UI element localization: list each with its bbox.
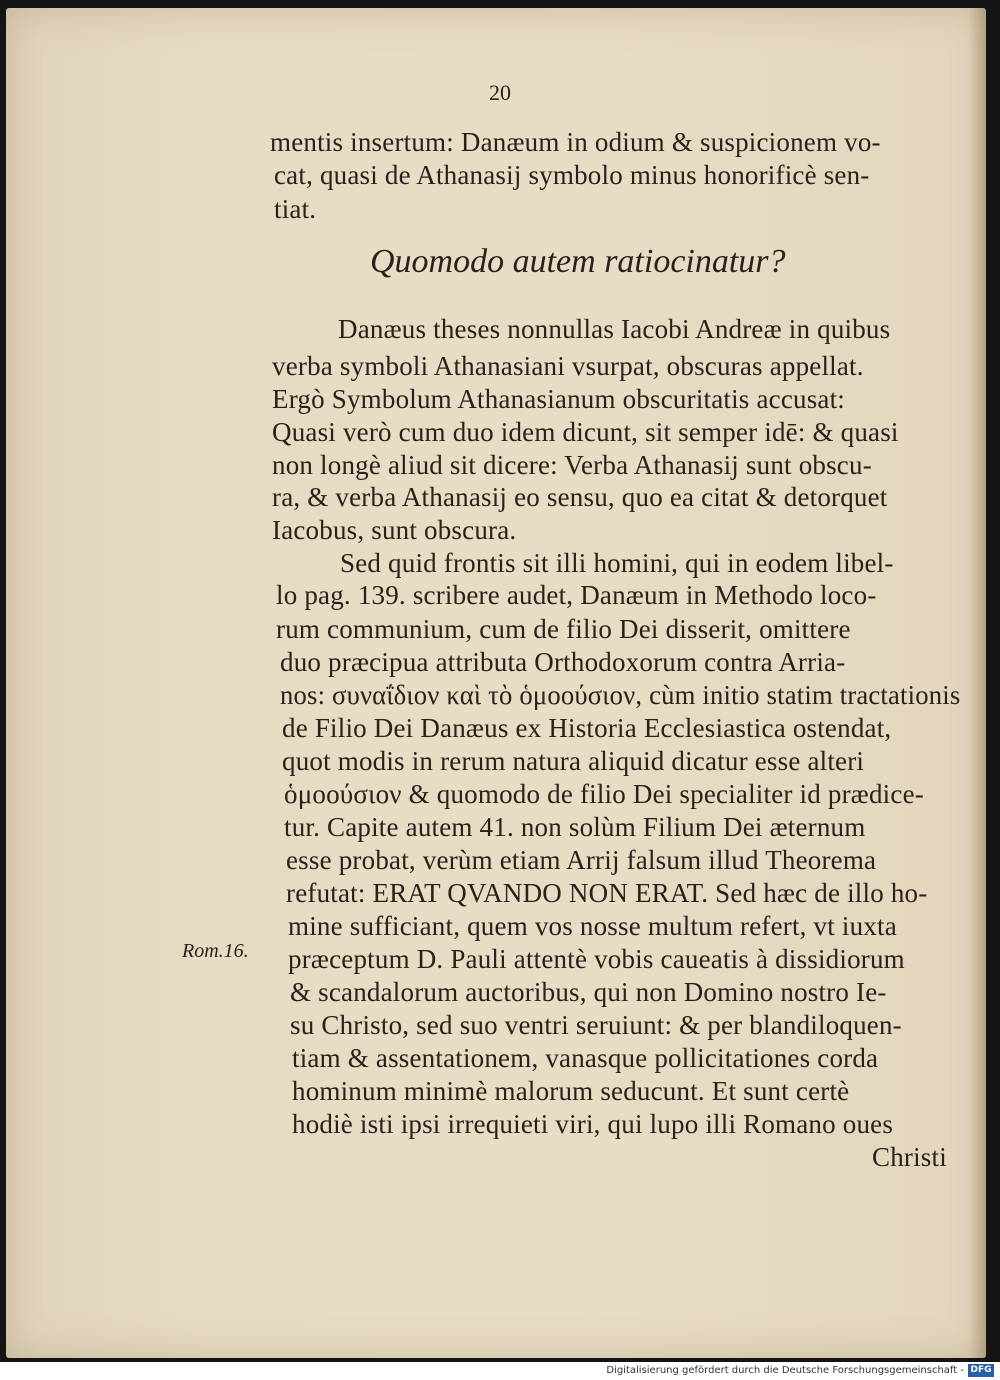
text-line: quot modis in rerum natura aliquid dicatur esse alteri bbox=[282, 746, 865, 776]
funding-credit: Digitalisierung gefördert durch die Deutsche Forschungsgemeinschaft - bbox=[606, 1365, 964, 1376]
marginal-reference: Rom.16. bbox=[182, 940, 249, 962]
text-line: mine sufficiant, quem vos nosse multum refert, vt iuxta bbox=[288, 911, 897, 941]
text-line: Danæus theses nonnullas Iacobi Andreæ in quibus bbox=[338, 314, 891, 344]
catchword: Christi bbox=[872, 1142, 947, 1172]
text-line: tur. Capite autem 41. non solùm Filium Dei æternum bbox=[284, 812, 866, 842]
text-line: tiat. bbox=[274, 194, 317, 224]
text-line: de Filio Dei Danæus ex Historia Ecclesiastica ostendat, bbox=[282, 713, 892, 743]
text-line: cat, quasi de Athanasij symbolo minus honorificè sen- bbox=[274, 160, 870, 190]
section-heading: Quomodo autem ratiocinatur? bbox=[370, 243, 786, 280]
text-line: Ergò Symbolum Athanasianum obscuritatis accusat: bbox=[272, 384, 846, 414]
text-line: præceptum D. Pauli attentè vobis caueatis à dissidiorum bbox=[288, 944, 905, 974]
page-number: 20 bbox=[489, 80, 511, 105]
text-line: non longè aliud sit dicere: Verba Athanasij sunt obscu- bbox=[272, 450, 872, 480]
text-line: hominum minimè malorum seducunt. Et sunt certè bbox=[292, 1076, 850, 1106]
text-line: mentis insertum: Danæum in odium & suspicionem vo- bbox=[270, 127, 881, 157]
text-line: hodiè isti ipsi irrequieti viri, qui lupo illi Romano oues bbox=[292, 1109, 894, 1139]
text-line: su Christo, sed suo ventri seruiunt: & per blandiloquen- bbox=[290, 1010, 902, 1040]
text-line: & scandalorum auctoribus, qui non Domino nostro Ie- bbox=[290, 977, 887, 1007]
page-edge-shadow bbox=[968, 8, 986, 1358]
text-line: ὁμοούσιον & quomodo de filio Dei specialiter id prædice- bbox=[284, 779, 924, 809]
text-line: Iacobus, sunt obscura. bbox=[272, 515, 517, 545]
text-line: ra, & verba Athanasij eo sensu, quo ea citat & detorquet bbox=[272, 482, 888, 512]
text-line: esse probat, verùm etiam Arrij falsum illud Theorema bbox=[286, 845, 877, 875]
text-line: tiam & assentationem, vanasque pollicitationes corda bbox=[292, 1043, 879, 1073]
text-line: rum communium, cum de filio Dei disserit, omittere bbox=[276, 614, 851, 644]
text-line: Quasi verò cum duo idem dicunt, sit semper idē: & quasi bbox=[272, 417, 899, 447]
text-line: refutat: ERAT QVANDO NON ERAT. Sed hæc de illo ho- bbox=[286, 878, 928, 908]
text-line: duo præcipua attributa Orthodoxorum contra Arria- bbox=[280, 647, 846, 677]
text-line: nos: συναΐδιον καὶ τὸ ὁμοούσιον, cùm initio statim tractationis bbox=[280, 680, 961, 710]
text-line: verba symboli Athanasiani vsurpat, obscuras appellat. bbox=[272, 351, 864, 381]
dfg-logo: DFG bbox=[968, 1364, 994, 1377]
text-line: Sed quid frontis sit illi homini, qui in eodem libel- bbox=[340, 548, 894, 578]
text-line: lo pag. 139. scribere audet, Danæum in Methodo loco- bbox=[276, 580, 877, 610]
